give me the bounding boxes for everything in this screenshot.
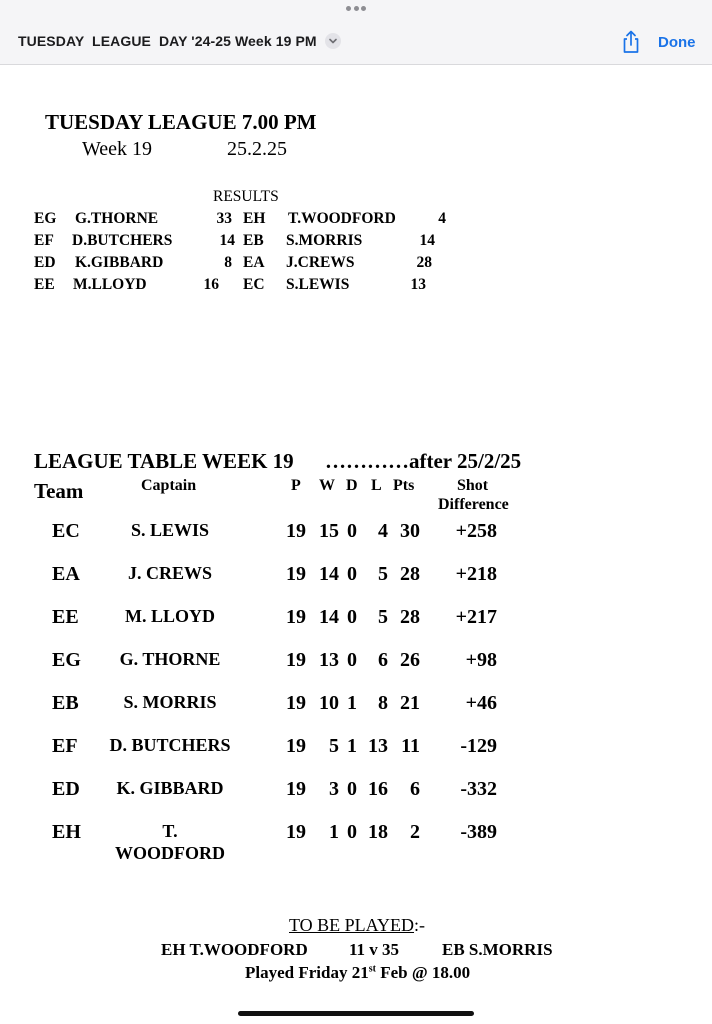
table-team: EB bbox=[52, 692, 79, 714]
col-header-difference: Difference bbox=[438, 496, 509, 513]
table-won: 14 bbox=[319, 563, 339, 585]
table-shot-difference: +218 bbox=[455, 563, 497, 585]
table-team: EG bbox=[52, 649, 81, 671]
table-team: EC bbox=[52, 520, 80, 542]
result-captain-b: J.CREWS bbox=[286, 254, 355, 271]
table-shot-difference: +46 bbox=[465, 692, 497, 714]
table-shot-difference: -389 bbox=[460, 821, 497, 843]
result-score-b: 4 bbox=[438, 210, 446, 227]
result-score-a: 8 bbox=[224, 254, 232, 271]
played-sup: st bbox=[368, 963, 376, 975]
table-points: 30 bbox=[400, 520, 420, 542]
table-points: 6 bbox=[410, 778, 420, 800]
table-captain: S. MORRIS bbox=[123, 692, 217, 712]
table-drawn: 0 bbox=[347, 649, 357, 671]
window-grabber-icon[interactable] bbox=[346, 6, 366, 12]
result-team-a: EG bbox=[34, 210, 57, 227]
table-won: 1 bbox=[329, 821, 339, 843]
table-points: 26 bbox=[400, 649, 420, 671]
table-drawn: 0 bbox=[347, 520, 357, 542]
table-played: 19 bbox=[286, 520, 306, 542]
table-drawn: 1 bbox=[347, 692, 357, 714]
fixture-played-date bbox=[245, 963, 470, 983]
table-played: 19 bbox=[286, 606, 306, 628]
fixture-score: 11 v 35 bbox=[349, 940, 400, 959]
table-captain: M. LLOYD bbox=[125, 606, 215, 626]
league-table-after: …………after 25/2/25 bbox=[325, 449, 522, 473]
table-won: 5 bbox=[329, 735, 339, 757]
result-captain-a: K.GIBBARD bbox=[75, 254, 164, 271]
col-header-d: D bbox=[346, 477, 358, 494]
table-played: 19 bbox=[286, 649, 306, 671]
result-captain-b: S.MORRIS bbox=[286, 232, 363, 249]
table-lost: 16 bbox=[368, 778, 388, 800]
table-captain: J. CREWS bbox=[127, 563, 212, 583]
table-captain: T. WOODFORD bbox=[115, 821, 225, 863]
played-prefix: Played Friday 21 bbox=[245, 963, 369, 982]
to-be-played-label: TO BE PLAYED bbox=[289, 915, 415, 935]
document-page[interactable] bbox=[0, 65, 712, 1024]
table-points: 2 bbox=[410, 821, 420, 843]
result-team-b: EB bbox=[243, 232, 264, 249]
table-captain: G. THORNE bbox=[119, 649, 221, 669]
document-title[interactable]: TUESDAY LEAGUE DAY '24-25 Week 19 PM bbox=[18, 33, 317, 49]
result-captain-b: S.LEWIS bbox=[286, 276, 350, 293]
table-shot-difference: +217 bbox=[455, 606, 497, 628]
table-played: 19 bbox=[286, 563, 306, 585]
table-captain: K. GIBBARD bbox=[116, 778, 224, 798]
chevron-down-icon[interactable] bbox=[325, 33, 341, 49]
table-lost: 5 bbox=[378, 563, 388, 585]
table-team: EH bbox=[52, 821, 81, 843]
table-won: 10 bbox=[319, 692, 339, 714]
table-won: 14 bbox=[319, 606, 339, 628]
table-shot-difference: +98 bbox=[465, 649, 497, 671]
table-drawn: 0 bbox=[347, 606, 357, 628]
table-drawn: 1 bbox=[347, 735, 357, 757]
to-be-played-heading bbox=[289, 915, 425, 936]
week-date: 25.2.25 bbox=[227, 138, 287, 160]
table-lost: 18 bbox=[368, 821, 388, 843]
col-header-l: L bbox=[371, 477, 382, 494]
result-captain-a: M.LLOYD bbox=[73, 276, 147, 293]
result-captain-b: T.WOODFORD bbox=[288, 210, 396, 227]
col-header-p: P bbox=[291, 477, 301, 494]
result-team-b: EC bbox=[243, 276, 265, 293]
col-header-team: Team bbox=[34, 479, 84, 503]
table-drawn: 0 bbox=[347, 821, 357, 843]
table-lost: 4 bbox=[378, 520, 388, 542]
title-bar bbox=[0, 0, 712, 65]
table-lost: 13 bbox=[368, 735, 388, 757]
result-score-b: 13 bbox=[410, 276, 426, 293]
result-team-a: ED bbox=[34, 254, 56, 271]
table-points: 28 bbox=[400, 606, 420, 628]
result-team-b: EH bbox=[243, 210, 266, 227]
table-played: 19 bbox=[286, 692, 306, 714]
col-header-w: W bbox=[319, 477, 335, 494]
results-heading: RESULTS bbox=[213, 188, 279, 205]
share-icon[interactable] bbox=[620, 30, 642, 54]
to-be-played-suffix: :- bbox=[414, 915, 426, 935]
col-header-pts: Pts bbox=[393, 477, 415, 494]
result-score-b: 14 bbox=[419, 232, 435, 249]
table-points: 11 bbox=[401, 735, 420, 757]
fixture-home: EH T.WOODFORD bbox=[161, 940, 308, 959]
table-points: 21 bbox=[400, 692, 420, 714]
table-drawn: 0 bbox=[347, 778, 357, 800]
done-button[interactable]: Done bbox=[658, 34, 696, 51]
result-score-a: 16 bbox=[203, 276, 219, 293]
table-team: EF bbox=[52, 735, 78, 757]
table-played: 19 bbox=[286, 735, 306, 757]
result-team-a: EE bbox=[34, 276, 55, 293]
table-won: 3 bbox=[329, 778, 339, 800]
result-score-a: 33 bbox=[216, 210, 232, 227]
table-captain: D. BUTCHERS bbox=[109, 735, 231, 755]
table-played: 19 bbox=[286, 778, 306, 800]
home-indicator[interactable] bbox=[238, 1011, 474, 1016]
result-team-b: EA bbox=[243, 254, 265, 271]
league-table-title: LEAGUE TABLE WEEK 19 bbox=[34, 449, 294, 473]
table-team: EA bbox=[52, 563, 80, 585]
col-header-shot: Shot bbox=[457, 477, 489, 494]
table-team: EE bbox=[52, 606, 79, 628]
week-label: Week 19 bbox=[82, 138, 153, 160]
table-team: ED bbox=[52, 778, 80, 800]
played-suffix: Feb @ 18.00 bbox=[375, 963, 471, 982]
table-captain: S. LEWIS bbox=[130, 520, 210, 540]
table-won: 13 bbox=[319, 649, 339, 671]
table-shot-difference: -129 bbox=[460, 735, 497, 757]
league-title: TUESDAY LEAGUE 7.00 PM bbox=[45, 110, 317, 134]
table-shot-difference: -332 bbox=[460, 778, 497, 800]
table-shot-difference: +258 bbox=[455, 520, 497, 542]
fixture-away: EB S.MORRIS bbox=[442, 940, 553, 959]
table-points: 28 bbox=[400, 563, 420, 585]
table-won: 15 bbox=[319, 520, 339, 542]
table-played: 19 bbox=[286, 821, 306, 843]
col-header-captain: Captain bbox=[141, 477, 197, 494]
table-drawn: 0 bbox=[347, 563, 357, 585]
table-lost: 8 bbox=[378, 692, 388, 714]
result-team-a: EF bbox=[34, 232, 54, 249]
document-title-menu[interactable] bbox=[18, 33, 341, 49]
result-score-a: 14 bbox=[219, 232, 235, 249]
table-lost: 5 bbox=[378, 606, 388, 628]
result-score-b: 28 bbox=[416, 254, 432, 271]
result-captain-a: G.THORNE bbox=[75, 210, 159, 227]
result-captain-a: D.BUTCHERS bbox=[72, 232, 173, 249]
table-lost: 6 bbox=[378, 649, 388, 671]
